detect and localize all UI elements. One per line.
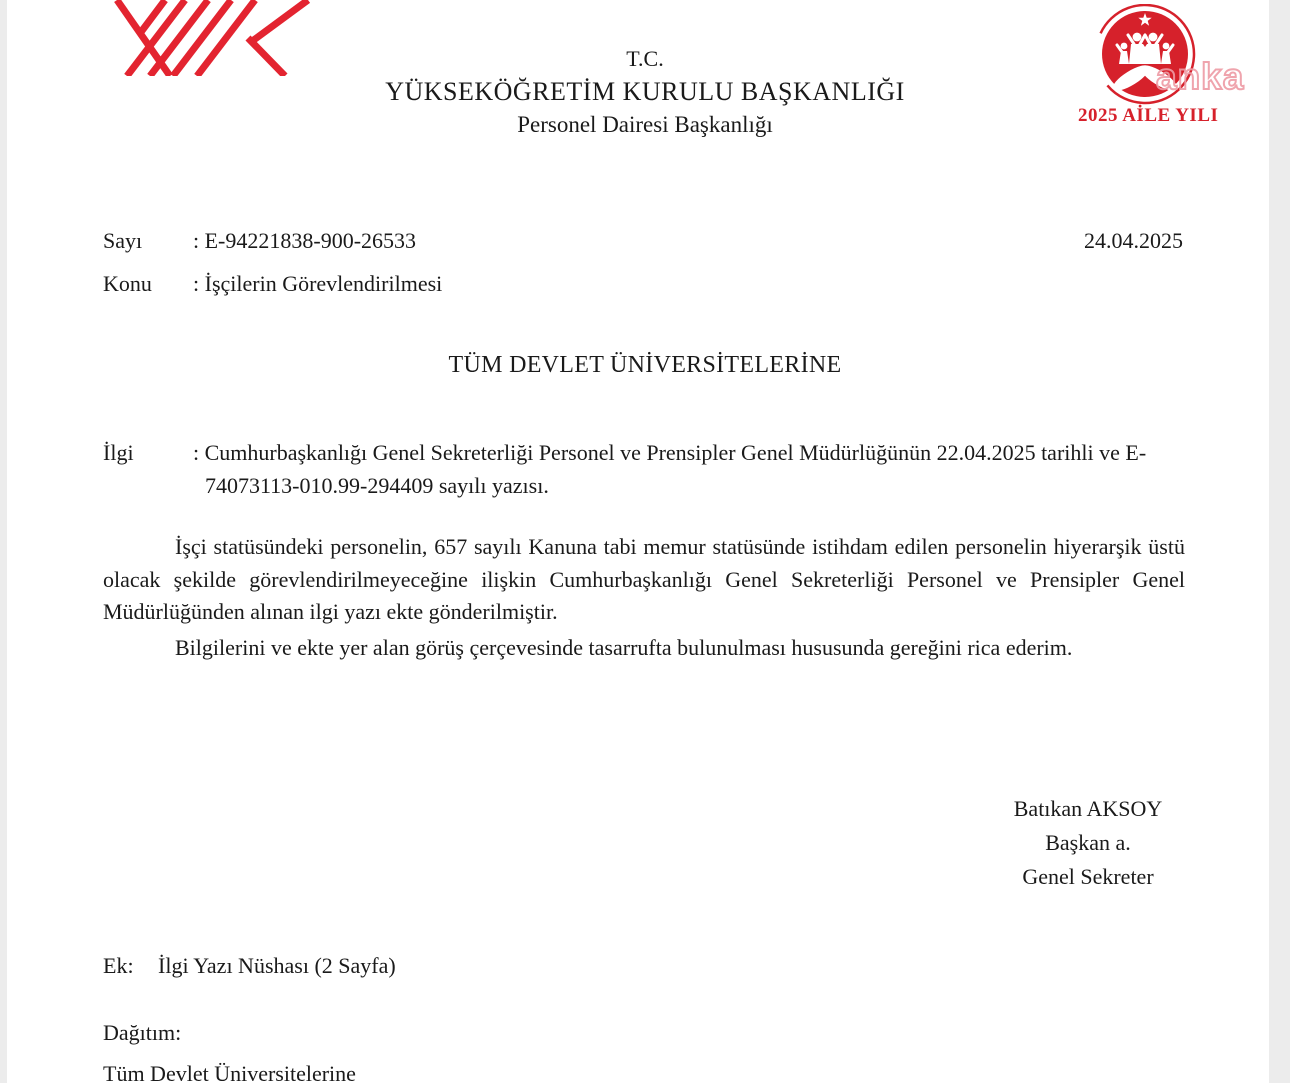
- sayi-row: [103, 228, 416, 254]
- anka-watermark: anka: [1156, 56, 1245, 97]
- aile-yili-caption: 2025 AİLE YILI: [1078, 105, 1219, 126]
- viewer-right-edge: [1269, 0, 1290, 1083]
- attachment-label: Ek:: [103, 953, 134, 978]
- attachment-value: İlgi Yazı Nüshası (2 Sayfa): [158, 953, 396, 978]
- body-paragraph-2: Bilgilerini ve ekte yer alan görüş çerçevesinde tasarrufta bulunulması hususunda gereğini rica ederim.: [175, 634, 1073, 660]
- konu-row: [103, 271, 442, 297]
- letter-body: [103, 531, 1185, 664]
- konu-label: Konu: [103, 271, 152, 296]
- viewer-left-edge: [0, 0, 7, 1083]
- signer-name: Batıkan AKSOY: [1013, 796, 1163, 821]
- recipient-heading: TÜM DEVLET ÜNİVERSİTELERİNE: [448, 352, 842, 378]
- body-paragraph-1: İşçi statüsündeki personelin, 657 sayılı Kanuna tabi memur statüsünde istihdam edilen personelin hiyerarşik üstü olacak şekilde görevlendirilmeyeceğine ilişkin Cumhurbaşkanlığı Genel Sekreterliği Personel ve Prensipler Genel Müdürlüğünden alınan ilgi yazı ekte gönderilmiştir.: [103, 534, 1185, 624]
- signature-block: [978, 792, 1198, 894]
- sayi-value: : E-94221838-900-26533: [193, 228, 417, 253]
- letterhead-tc: T.C.: [626, 46, 664, 71]
- distribution-label: Dağıtım:: [103, 1020, 182, 1045]
- ilgi-row: [103, 436, 1185, 502]
- letterhead-organization: YÜKSEKÖĞRETİM KURULU BAŞKANLIĞI: [385, 76, 905, 106]
- aile-yili-seal: [1078, 4, 1245, 134]
- attachment-row: [103, 953, 396, 979]
- konu-value: : İşçilerin Görevlendirilmesi: [193, 271, 443, 296]
- signer-title-2: Genel Sekreter: [1022, 864, 1154, 889]
- sayi-label: Sayı: [103, 228, 143, 253]
- ilgi-label: İlgi: [103, 440, 134, 465]
- letterhead-department: Personel Dairesi Başkanlığı: [517, 111, 773, 137]
- ilgi-text: : Cumhurbaşkanlığı Genel Sekreterliği Personel ve Prensipler Genel Müdürlüğünün 22.04.2025 tarihli ve E-74073113-010.99-294409 sayılı yazısı.: [193, 440, 1147, 498]
- distribution-value: Tüm Devlet Üniversitelerine: [103, 1061, 356, 1083]
- signer-title-1: Başkan a.: [1045, 830, 1131, 855]
- document-date: 24.04.2025: [1084, 228, 1183, 253]
